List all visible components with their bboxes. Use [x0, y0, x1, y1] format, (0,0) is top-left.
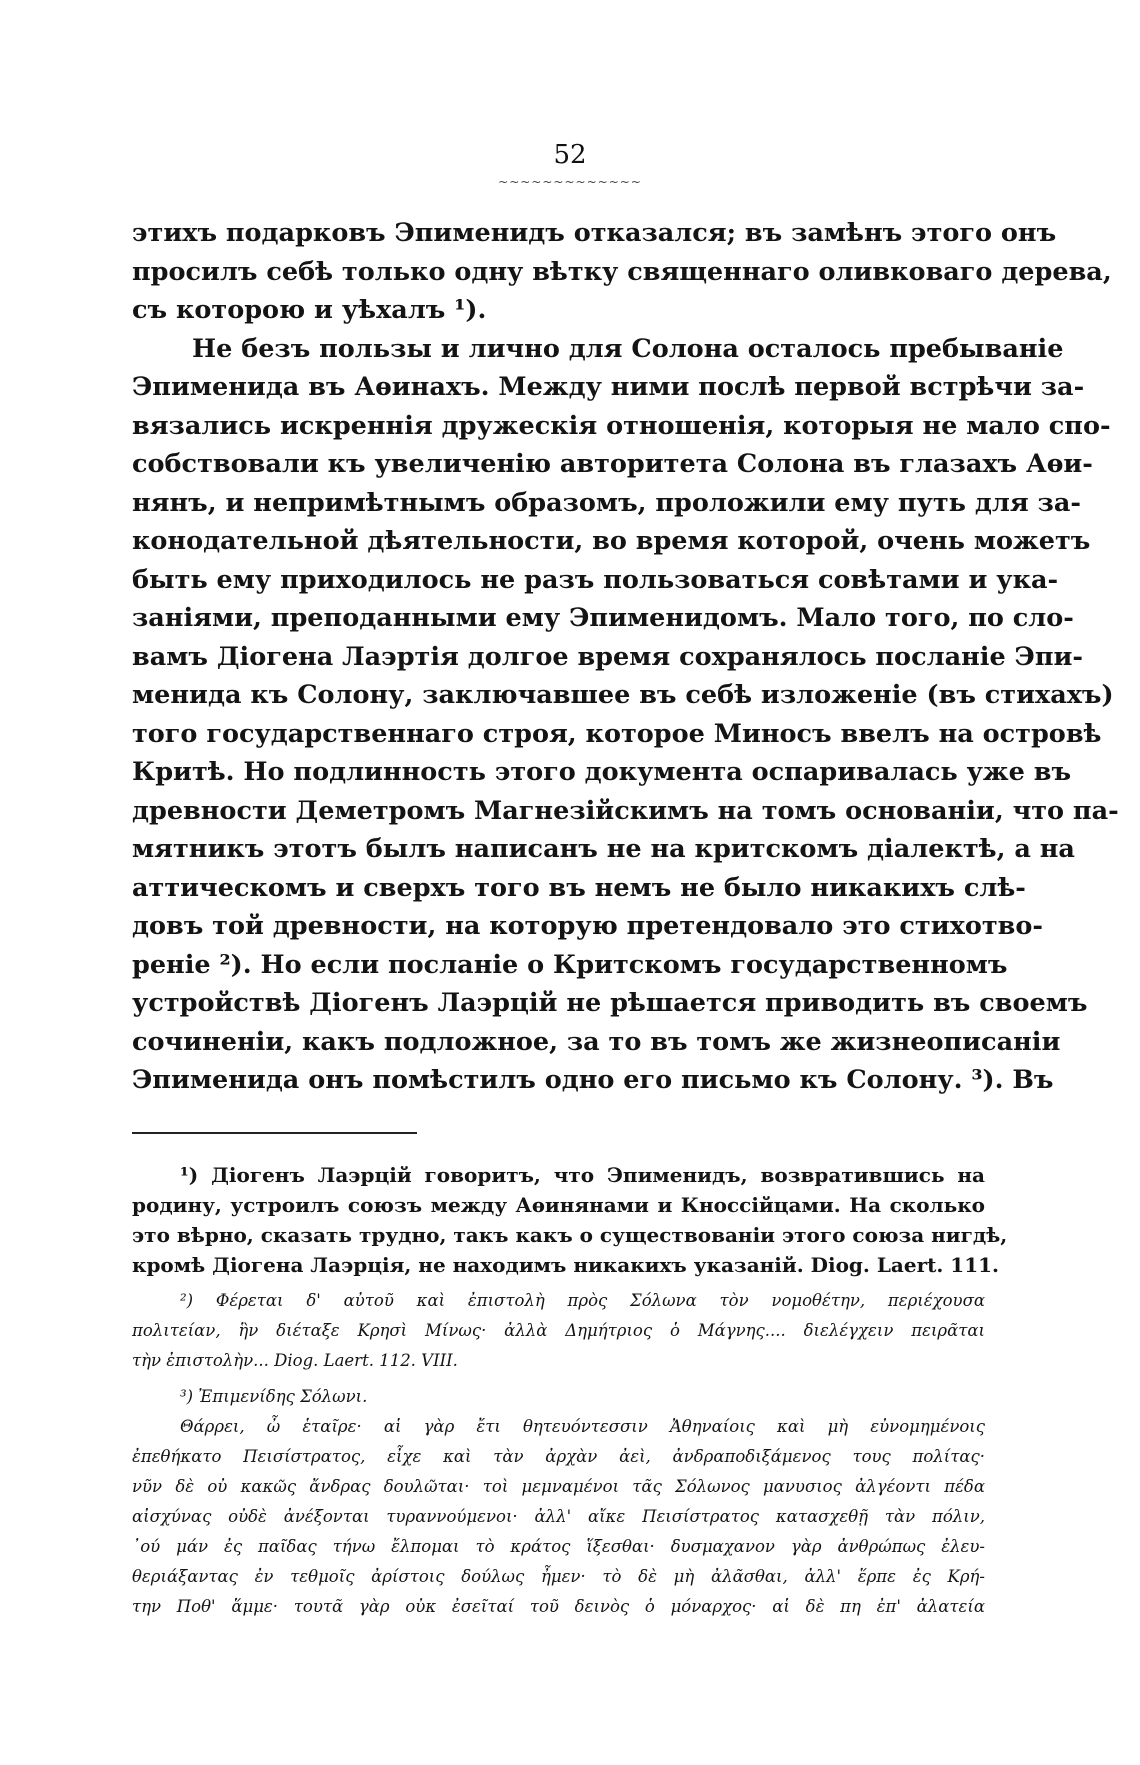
text-line: этихъ подарковъ Эпименидъ отказался; въ замѣнъ этого онъ [132, 218, 1057, 248]
footnote-line: πολιτείαν, ἣν διέταξε Κρησὶ Μίνως· ἀλλὰ Δημήτριος ὁ Μάγνης.... διελέγχειν πειρᾶται [132, 1321, 985, 1340]
footnote-1 [132, 1160, 1008, 1280]
text-line: Эпименида онъ помѣстилъ одно его письмо къ Солону. ³). Въ [132, 1065, 1054, 1095]
footnote-line: τὴν ἐπιστολὴν... Diog. Laert. 112. VIII. [132, 1351, 458, 1370]
text-line: реніе ²). Но если посланіе о Критскомъ государственномъ [132, 949, 1008, 980]
text-line: съ которою и уѣхалъ ¹). [132, 295, 487, 325]
text-line: сочиненіи, какъ подложное, за то въ томъ же жизнеописаніи [132, 1026, 1061, 1057]
footnote-2 [132, 1286, 985, 1376]
page-number: 52 [553, 140, 587, 170]
text-line: менида къ Солону, заключавшее въ себѣ изложеніе (въ стихахъ) [132, 680, 1114, 710]
text-line: Не безъ пользы и лично для Солона осталось пребываніе [192, 333, 1064, 364]
footnote-divider [132, 1132, 417, 1134]
footnote-line: родину, устроилъ союзъ между Аѳинянами и Кноссійцами. На сколько [132, 1193, 985, 1217]
text-line: просилъ себѣ только одну вѣтку священнаго оливковаго дерева, [132, 256, 1112, 287]
text-line: собствовали къ увеличенію авторитета Солона въ глазахъ Аѳи- [132, 449, 1093, 479]
footnote-line: ᾿ού μάν ἐς παῖδας τήνω ἔλπομαι τὸ κράτος ἵξεσθαι· δυσμαχανον γὰρ ἀνθρώπως ἐλευ- [132, 1537, 985, 1556]
text-line: того государственнаго строя, которое Миносъ ввелъ на островѣ [132, 718, 1102, 749]
footnote-line: ἐπεθήκατο Πεισίστρατος, εἶχε καὶ τὰν ἀρχὰν ἀεὶ, ἀνδραποδιξάμενος τους πολίτας· [132, 1447, 985, 1466]
footnotes [132, 1160, 1008, 1622]
footnote-line: ²) Φέρεται δ' αὐτοῦ καὶ ἐπιστολὴ πρὸς Σόλωνα τὸν νομοθέτην, περιέχουσα [180, 1291, 985, 1310]
text-line: Критѣ. Но подлинность этого документа оспаривалась уже въ [132, 757, 1072, 787]
text-line: нянъ, и непримѣтнымъ образомъ, проложили ему путь для за- [132, 487, 1081, 518]
text-line: устройствѣ Діогенъ Лаэрцій не рѣшается приводить въ своемъ [132, 988, 1088, 1018]
footnote-line: ³) Ἐπιμενίδης Σόλωνι. [180, 1387, 368, 1406]
text-line: заніями, преподанными ему Эпименидомъ. Мало того, по сло- [132, 603, 1074, 633]
footnote-line: кромѣ Діогена Лаэрція, не находимъ никакихъ указаній. Diog. Laert. 111. [132, 1253, 999, 1277]
text-line: вамъ Діогена Лаэртія долгое время сохранялось посланіе Эпи- [132, 641, 1083, 672]
text-line: древности Деметромъ Магнезійскимъ на томъ основаніи, что па- [132, 795, 1119, 826]
text-line: довъ той древности, на которую претендовало это стихотво- [132, 911, 1043, 941]
footnote-line: την Ποθ' ἅμμε· τουτᾶ γὰρ οὐκ ἐσεῖταί τοῦ δεινὸς ὁ μόναρχος· αἱ δὲ πη ἐπ' ἀλατεία [132, 1597, 985, 1616]
footnote-line: ¹) Діогенъ Лаэрцій говоритъ, что Эпименидъ, возвратившись на [180, 1163, 985, 1187]
main-text [132, 214, 1119, 1100]
text-line: вязались искреннія дружескія отношенія, которыя не мало спо- [132, 410, 1111, 441]
page-number-ornament: ~~~~~~~~~~~~~ [498, 175, 642, 189]
text-line: Эпименида въ Аѳинахъ. Между ними послѣ первой встрѣчи за- [132, 372, 1085, 402]
footnote-line: это вѣрно, сказать трудно, такъ какъ о существованіи этого союза нигдѣ, [132, 1223, 1008, 1247]
text-line: аттическомъ и сверхъ того въ немъ не было никакихъ слѣ- [132, 872, 1026, 903]
text-line: конодательной дѣятельности, во время которой, очень можетъ [132, 526, 1091, 556]
footnote-line: θεριάξαντας ἐν τεθμοῖς ἀρίστοις δούλως ἦμεν· τὸ δὲ μὴ ἀλᾶσθαι, ἀλλ' ἕρπε ἐς Κρή- [132, 1567, 985, 1586]
footnote-3 [132, 1382, 985, 1622]
footnote-line: Θάρρει, ὦ ἑταῖρε· αἱ γὰρ ἔτι θητευόντεσσιν Ἀθηναίοις καὶ μὴ εὐνομημένοις [180, 1417, 985, 1436]
footnote-line: αἰσχύνας οὐδὲ ἀνέξονται τυραννούμενοι· ἀλλ' αἴκε Πεισίστρατος κατασχεθῇ τὰν πόλιν, [132, 1507, 985, 1526]
text-line: мятникъ этотъ былъ написанъ не на критскомъ діалектѣ, а на [132, 834, 1075, 864]
text-line: быть ему приходилось не разъ пользоваться совѣтами и ука- [132, 564, 1059, 595]
footnote-line: νῦν δὲ οὐ κακῶς ἄνδρας δουλῶται· τοὶ μεμναμένοι τᾶς Σόλωνος μανυσιος ἀλγέοντι πέδα [132, 1477, 985, 1496]
